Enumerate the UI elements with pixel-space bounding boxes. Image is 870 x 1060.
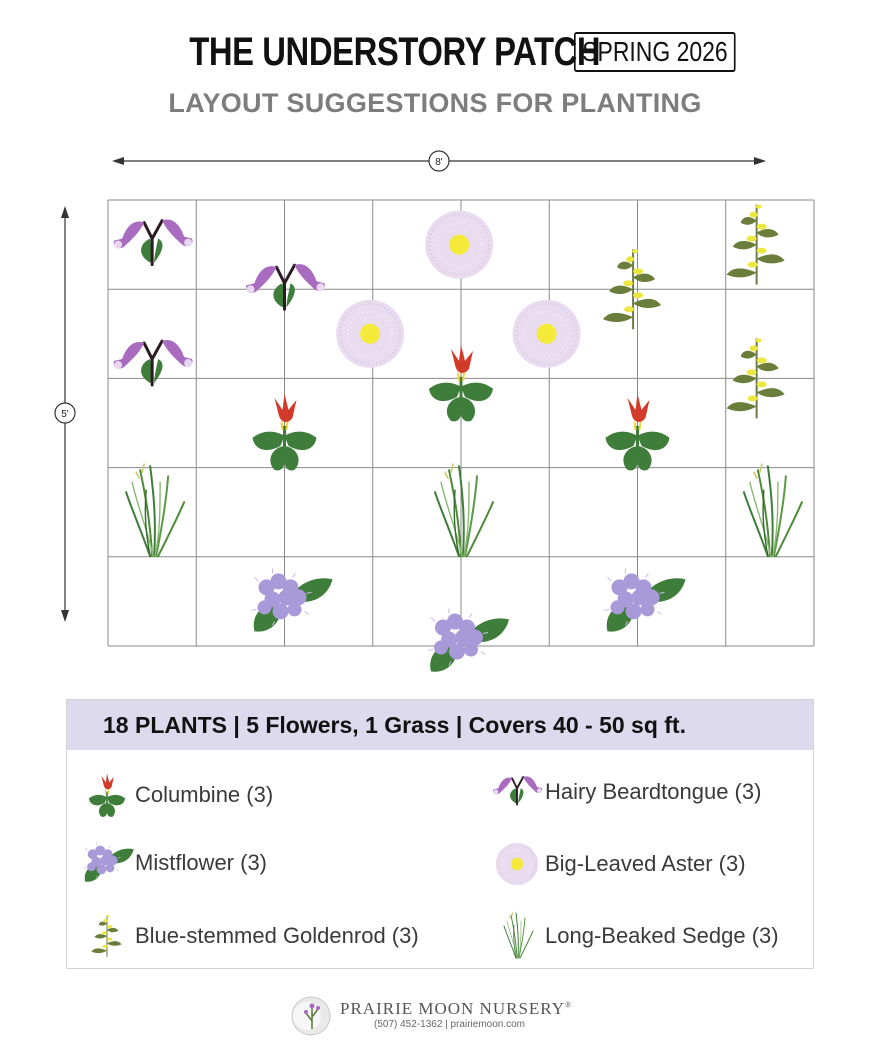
footer-contact[interactable]: (507) 452-1362 | prairiemoon.com <box>374 1019 526 1030</box>
legend-item-hairy-beardtongue <box>489 767 761 817</box>
big-leaved-aster-icon <box>489 839 545 889</box>
prairie-moon-logo-icon <box>290 995 332 1037</box>
page-subtitle: LAYOUT SUGGESTIONS FOR PLANTING <box>168 88 702 118</box>
legend-item-long-beaked-sedge <box>489 911 779 961</box>
legend-label-columbine: Columbine (3) <box>135 782 274 807</box>
legend-label-big-leaved-aster: Big-Leaved Aster (3) <box>545 851 746 876</box>
legend-box <box>66 699 814 969</box>
beardtongue-plant-icon <box>114 220 193 265</box>
season-badge: SPRING 2026 <box>574 32 736 72</box>
mistflower-plant-icon <box>428 609 509 672</box>
beardtongue-plant-icon <box>246 264 325 309</box>
footer-brand-name: PRAIRIE MOON NURSERY <box>340 999 565 1018</box>
columbine-plant-icon <box>429 345 493 422</box>
blue-stemmed-goldenrod-icon <box>79 911 135 961</box>
columbine-icon <box>79 770 135 820</box>
title-row <box>0 24 870 80</box>
legend-summary: 18 PLANTS | 5 Flowers, 1 Grass | Covers 40 - 50 sq ft. <box>67 700 813 750</box>
mistflower-plant-icon <box>605 568 686 631</box>
columbine-plant-icon <box>253 394 317 471</box>
sedge-plant-icon <box>435 464 493 556</box>
width-dimension-arrow <box>112 151 766 171</box>
legend-item-columbine <box>79 770 273 820</box>
legend-label-blue-stemmed-goldenrod: Blue-stemmed Goldenrod (3) <box>135 923 419 948</box>
aster-plant-icon <box>425 211 493 279</box>
footer-brand <box>340 999 572 1019</box>
aster-plant-icon <box>513 300 581 368</box>
legend-item-big-leaved-aster <box>489 839 746 889</box>
legend-label-long-beaked-sedge: Long-Beaked Sedge (3) <box>545 923 779 948</box>
aster-plant-icon <box>336 300 404 368</box>
sedge-plant-icon <box>744 464 802 556</box>
sedge-plant-icon <box>126 464 184 556</box>
legend-label-hairy-beardtongue: Hairy Beardtongue (3) <box>545 779 762 804</box>
page-title: THE UNDERSTORY PATCH <box>188 29 600 74</box>
hairy-beardtongue-icon <box>489 767 545 817</box>
mistflower-icon <box>79 838 135 888</box>
height-label: 5' <box>61 409 69 420</box>
height-dimension-arrow <box>55 206 75 622</box>
goldenrod-plant-icon <box>727 205 785 285</box>
columbine-plant-icon <box>606 394 670 471</box>
width-label: 8' <box>435 157 443 168</box>
footer-registered-mark: ® <box>564 1000 573 1010</box>
mistflower-plant-icon <box>252 568 333 631</box>
legend-item-blue-stemmed-goldenrod <box>79 911 419 961</box>
long-beaked-sedge-icon <box>489 911 545 961</box>
legend-label-mistflower: Mistflower (3) <box>135 850 268 875</box>
plant-placements <box>114 205 802 672</box>
legend-item-mistflower <box>79 838 267 888</box>
planting-plan-diagram <box>0 140 870 685</box>
footer <box>0 995 870 1041</box>
